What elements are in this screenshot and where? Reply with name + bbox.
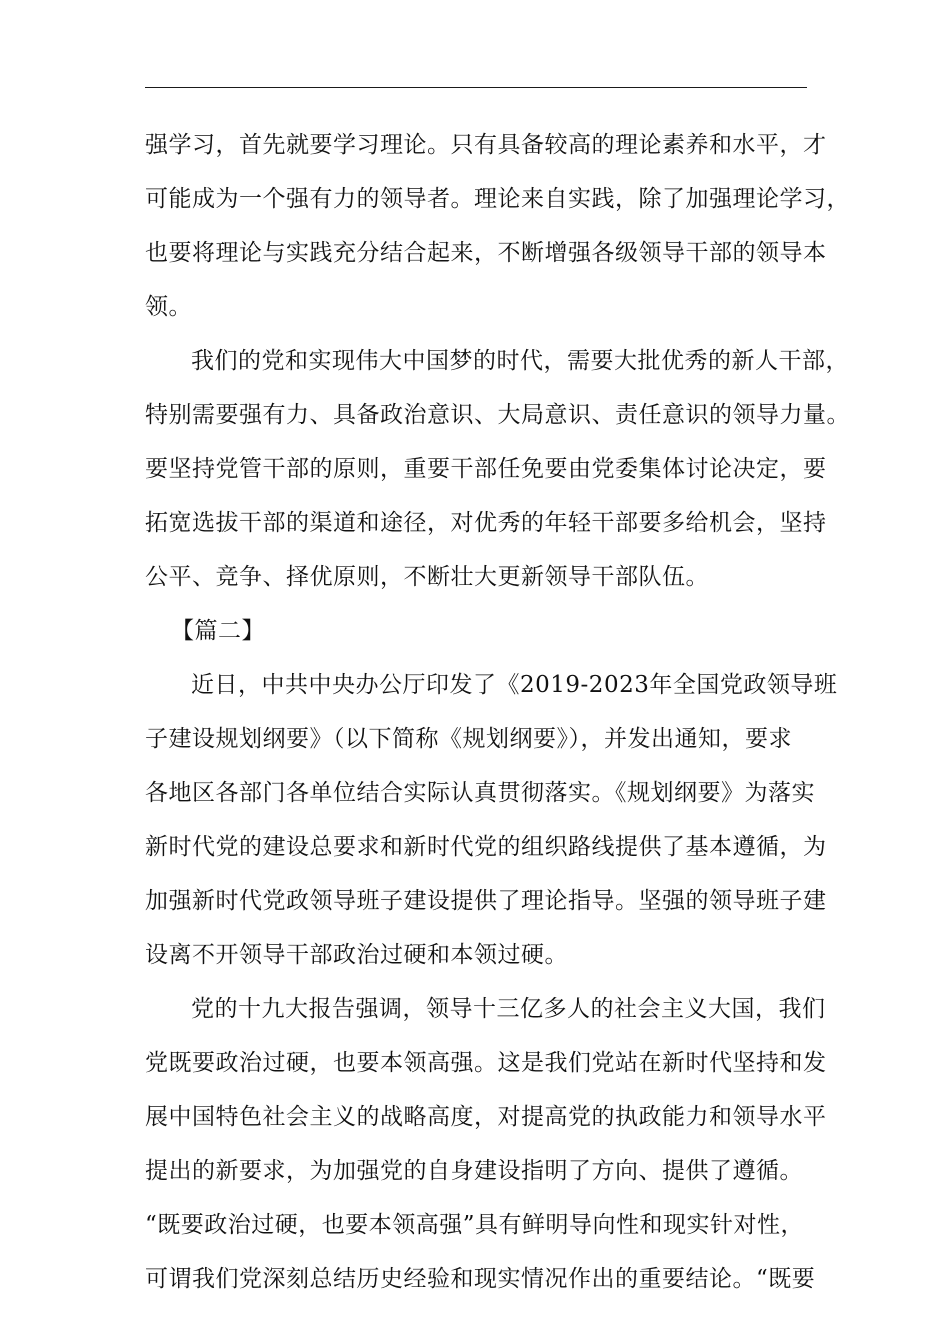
text-line: 我们的党和实现伟大中国梦的时代，需要大批优秀的新人干部，	[191, 348, 849, 374]
text-line: 展中国特色社会主义的战略高度，对提高党的执政能力和领导水平	[145, 1104, 827, 1130]
text-line: 公平、竞争、择优原则，不断壮大更新领导干部队伍。	[145, 564, 709, 590]
text-line: 新时代党的建设总要求和新时代党的组织路线提供了基本遵循，为	[145, 834, 827, 860]
text-line: 近日，中共中央办公厅印发了《2019-2023年全国党政领导班	[191, 672, 838, 698]
section-heading	[145, 604, 815, 658]
document-body	[145, 118, 850, 1306]
text-line: 提出的新要求，为加强党的自身建设指明了方向、提供了遵循。	[145, 1158, 803, 1184]
paragraph	[145, 982, 827, 1306]
text-line: 强学习，首先就要学习理论。只有具备较高的理论素养和水平，才	[145, 132, 827, 158]
text-line: 要坚持党管干部的原则，重要干部任免要由党委集体讨论决定，要	[145, 456, 827, 482]
paragraph	[145, 334, 850, 604]
text-line: 设离不开领导干部政治过硬和本领过硬。	[145, 942, 568, 968]
text-line: 各地区各部门各单位结合实际认真贯彻落实。《规划纲要》为落实	[145, 780, 815, 806]
text-line: 领。	[145, 294, 192, 320]
text-line: 加强新时代党政领导班子建设提供了理论指导。坚强的领导班子建	[145, 888, 827, 914]
text-line: 也要将理论与实践充分结合起来，不断增强各级领导干部的领导本	[145, 240, 827, 266]
text-line: 可能成为一个强有力的领导者。理论来自实践，除了加强理论学习，	[145, 186, 850, 212]
paragraph-continued	[145, 118, 850, 334]
text-line: 特别需要强有力、具备政治意识、大局意识、责任意识的领导力量。	[145, 402, 850, 428]
header-rule	[145, 87, 807, 88]
text-line: “既要政治过硬，也要本领高强”具有鲜明导向性和现实针对性，	[145, 1212, 805, 1238]
text-line: 党既要政治过硬，也要本领高强。这是我们党站在新时代坚持和发	[145, 1050, 827, 1076]
text-line: 拓宽选拔干部的渠道和途径，对优秀的年轻干部要多给机会，坚持	[145, 510, 827, 536]
text-line: 子建设规划纲要》（以下简称《规划纲要》），并发出通知，要求	[145, 726, 792, 752]
section-heading-text: 【篇二】	[171, 618, 265, 644]
text-line: 党的十九大报告强调，领导十三亿多人的社会主义大国，我们	[191, 996, 826, 1022]
text-line: 可谓我们党深刻总结历史经验和现实情况作出的重要结论。“既要	[145, 1266, 816, 1292]
paragraph	[145, 658, 838, 982]
